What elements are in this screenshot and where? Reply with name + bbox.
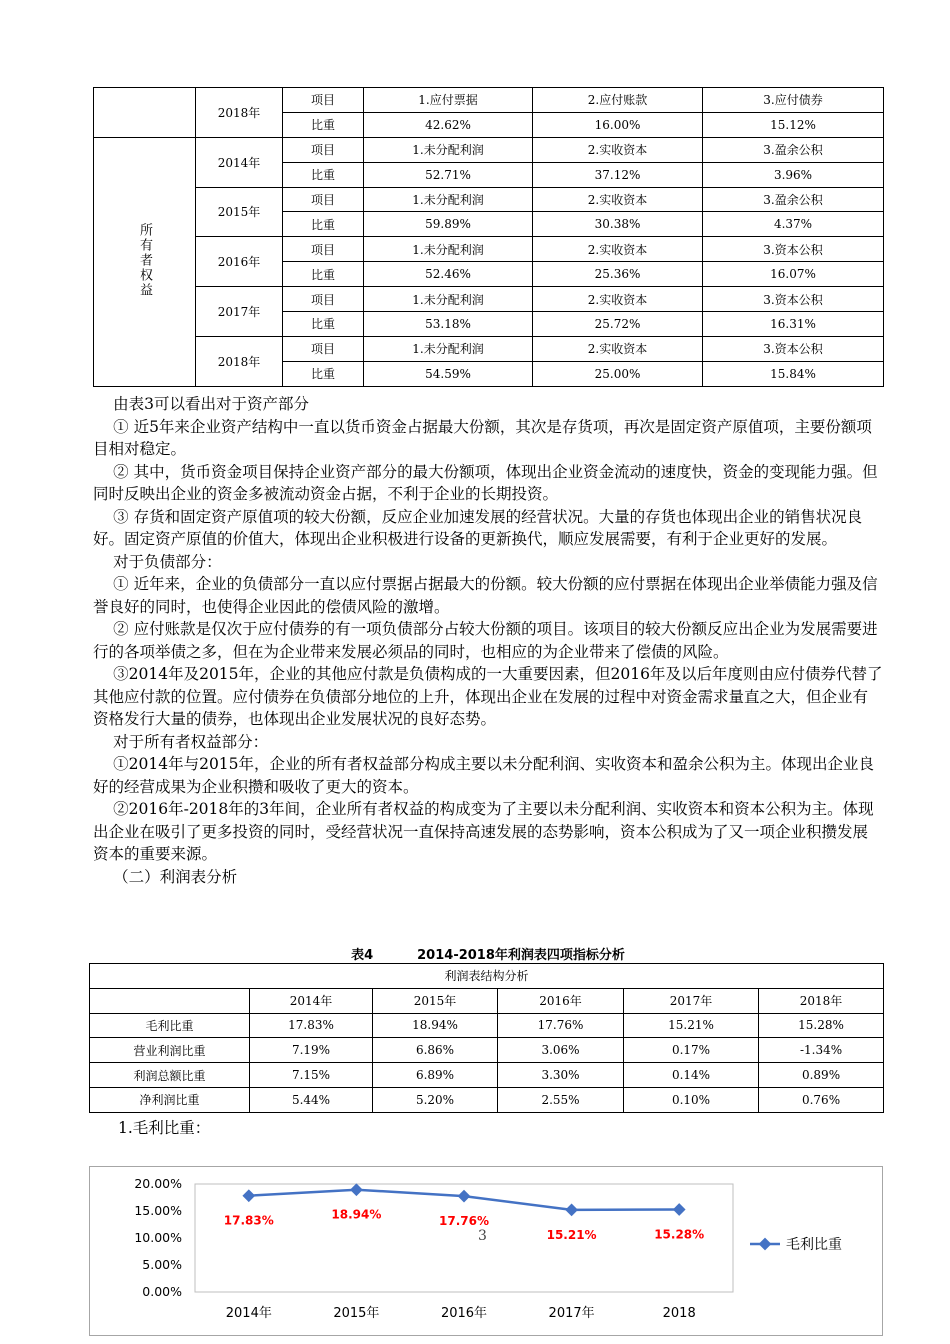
- header-cell: 2018年: [759, 988, 884, 1013]
- value-cell: 3.30%: [498, 1063, 624, 1088]
- paragraph: ③ 存货和固定资产原值项的较大份额，反应企业加速发展的经营状况。大量的存货也体现出企业的销售状况良好。固定资产原值的价值大，体现出企业积极进行设备的更新换代，顺应发展需要，有利于企业更好的发展。: [93, 507, 863, 548]
- table-row: [94, 137, 884, 162]
- year-cell: 2018年: [196, 88, 283, 138]
- item-label-cell: 项目: [283, 237, 364, 262]
- value-cell: 30.38%: [533, 212, 703, 237]
- value-cell: 15.21%: [624, 1013, 759, 1038]
- x-tick-label: 2017年: [548, 1306, 595, 1321]
- y-tick-label: 15.00%: [134, 1203, 182, 1218]
- table-row: [94, 336, 884, 361]
- table-row: [90, 1063, 884, 1088]
- value-cell: 5.44%: [250, 1087, 373, 1112]
- x-tick-label: 2014年: [225, 1306, 272, 1321]
- data-label: 18.94%: [331, 1207, 382, 1222]
- item-cell: 1.未分配利润: [364, 187, 533, 212]
- value-cell: 16.07%: [703, 262, 884, 287]
- section-heading: （二）利润表分析: [113, 867, 238, 886]
- paragraph: 对于所有者权益部分：: [113, 732, 269, 751]
- item-cell: 1.未分配利润: [364, 336, 533, 361]
- value-cell: 17.83%: [250, 1013, 373, 1038]
- item-label-cell: 项目: [283, 287, 364, 312]
- x-tick-label: 2016年: [440, 1306, 488, 1321]
- header-cell: 2015年: [373, 988, 498, 1013]
- item-cell: 1.未分配利润: [364, 237, 533, 262]
- value-cell: 18.94%: [373, 1013, 498, 1038]
- paragraph: ② 其中，货币资金项目保持企业资产部分的最大份额项，体现出企业资金流动的速度快，资金的变现能力强。但同时反映出企业的资金多被流动资金占据，不利于企业的长期投资。: [93, 462, 878, 503]
- row-label: 净利润比重: [90, 1087, 250, 1112]
- value-cell: 0.17%: [624, 1038, 759, 1063]
- item-cell: 3.应付债券: [703, 88, 884, 113]
- year-cell: 2015年: [196, 187, 283, 237]
- value-cell: 0.10%: [624, 1087, 759, 1112]
- ratio-label-cell: 比重: [283, 212, 364, 237]
- year-cell: 2017年: [196, 287, 283, 337]
- item-cell: 1.未分配利润: [364, 137, 533, 162]
- ratio-label-cell: 比重: [283, 361, 364, 386]
- table-title: 利润表结构分析: [90, 964, 884, 989]
- value-cell: 16.31%: [703, 312, 884, 337]
- caption-title: 2014-2018年利润表四项指标分析: [417, 948, 625, 963]
- table-4-caption: [93, 944, 883, 963]
- value-cell: 6.89%: [373, 1063, 498, 1088]
- table-row: [94, 187, 884, 212]
- year-cell: 2014年: [196, 137, 283, 187]
- value-cell: 52.46%: [364, 262, 533, 287]
- value-cell: 42.62%: [364, 112, 533, 137]
- item-cell: 1.未分配利润: [364, 287, 533, 312]
- value-cell: -1.34%: [759, 1038, 884, 1063]
- equity-category-cell: [94, 137, 196, 386]
- item-label-cell: 项目: [283, 187, 364, 212]
- legend-label: 毛利比重: [786, 1237, 842, 1253]
- row-label: 利润总额比重: [90, 1063, 250, 1088]
- value-cell: 17.76%: [498, 1013, 624, 1038]
- item-label-cell: 项目: [283, 336, 364, 361]
- data-point: [565, 1204, 578, 1217]
- value-cell: 25.72%: [533, 312, 703, 337]
- y-tick-label: 5.00%: [142, 1257, 182, 1272]
- header-cell: 2016年: [498, 988, 624, 1013]
- value-cell: 7.19%: [250, 1038, 373, 1063]
- data-label: 17.76%: [439, 1214, 489, 1229]
- paragraph: ③2014年及2015年，企业的其他应付款是负债构成的一大重要因素，但2016年及以后年度则由应付债券代替了其他应付款的位置。应付债券在负债部分地位的上升，体现出企业在发展的过程中对资金需求量直之大，但企业有资格发行大量的债券，也体现出企业发展状况的良好态势。: [93, 665, 883, 728]
- paragraph: ①2014年与2015年，企业的所有者权益部分构成主要以未分配利润、实收资本和盈余公积为主。体现出企业良好的经营成果为企业积攒和吸收了更大的资本。: [93, 755, 875, 796]
- y-tick-label: 20.00%: [134, 1176, 182, 1191]
- paragraph: 对于负债部分：: [113, 552, 222, 571]
- value-cell: 0.76%: [759, 1087, 884, 1112]
- ratio-label-cell: 比重: [283, 162, 364, 187]
- gross-margin-chart: [89, 1166, 883, 1336]
- value-cell: 3.96%: [703, 162, 884, 187]
- data-point: [673, 1203, 686, 1216]
- value-cell: 16.00%: [533, 112, 703, 137]
- item-label-cell: 项目: [283, 88, 364, 113]
- legend-marker: [759, 1238, 772, 1251]
- value-cell: 37.12%: [533, 162, 703, 187]
- data-label: 17.83%: [223, 1213, 274, 1228]
- item-cell: 2.实收资本: [533, 187, 703, 212]
- value-cell: 25.36%: [533, 262, 703, 287]
- data-label: 15.28%: [654, 1227, 705, 1242]
- value-cell: 59.89%: [364, 212, 533, 237]
- table-row: [94, 88, 884, 113]
- item-cell: 3.资本公积: [703, 336, 884, 361]
- value-cell: 15.28%: [759, 1013, 884, 1038]
- value-cell: 0.14%: [624, 1063, 759, 1088]
- item-cell: 2.应付账款: [533, 88, 703, 113]
- header-cell: 2014年: [250, 988, 373, 1013]
- item-cell: 2.实收资本: [533, 237, 703, 262]
- line-chart-svg: [90, 1167, 882, 1335]
- item-cell: 2.实收资本: [533, 336, 703, 361]
- value-cell: 5.20%: [373, 1087, 498, 1112]
- x-tick-label: 2018: [662, 1306, 696, 1321]
- data-label: 15.21%: [546, 1227, 597, 1242]
- analysis-text: [93, 393, 883, 888]
- header-cell: [90, 988, 250, 1013]
- ratio-label-cell: 比重: [283, 112, 364, 137]
- item-label-cell: 项目: [283, 137, 364, 162]
- value-cell: 15.12%: [703, 112, 884, 137]
- item-cell: 1.应付票据: [364, 88, 533, 113]
- item-cell: 2.实收资本: [533, 137, 703, 162]
- ratio-label-cell: 比重: [283, 312, 364, 337]
- table-row: [90, 1038, 884, 1063]
- equity-label: 所有者权益: [137, 222, 152, 298]
- value-cell: 7.15%: [250, 1063, 373, 1088]
- value-cell: 3.06%: [498, 1038, 624, 1063]
- item-cell: 3.盈余公积: [703, 137, 884, 162]
- row-label: 毛利比重: [90, 1013, 250, 1038]
- year-cell: 2016年: [196, 237, 283, 287]
- data-point: [350, 1183, 363, 1196]
- row-label: 营业利润比重: [90, 1038, 250, 1063]
- item-cell: 3.盈余公积: [703, 187, 884, 212]
- paragraph: ②2016年-2018年的3年间，企业所有者权益的构成变为了主要以未分配利润、实收资本和资本公积为主。体现出企业在吸引了更多投资的同时，受经营状况一直保持高速发展的态势影响，资本公积成为了又一项企业积攒发展资本的重要来源。: [93, 800, 874, 863]
- page-number: 3: [478, 1228, 487, 1244]
- item-cell: 2.实收资本: [533, 287, 703, 312]
- paragraph: ① 近年来，企业的负债部分一直以应付票据占据最大的份额。较大份额的应付票据在体现出企业举债能力强及信誉良好的同时，也使得企业因此的偿债风险的激增。: [93, 575, 878, 616]
- ratio-label-cell: 比重: [283, 262, 364, 287]
- table-row: [90, 1013, 884, 1038]
- paragraph: 由表3可以看出对于资产部分: [113, 395, 310, 413]
- data-point: [458, 1190, 471, 1203]
- value-cell: 15.84%: [703, 361, 884, 386]
- year-cell: 2018年: [196, 336, 283, 386]
- caption-number: 表4: [351, 948, 374, 963]
- paragraph: ① 近5年来企业资产结构中一直以货币资金占据最大份额，其次是存货项，再次是固定资产原值项，主要份额项目相对稳定。: [93, 417, 872, 458]
- section-1-heading: 1.毛利比重：: [118, 1119, 211, 1137]
- table-row: [94, 287, 884, 312]
- blank-cell: [94, 88, 196, 138]
- x-tick-label: 2015年: [333, 1306, 380, 1321]
- value-cell: 2.55%: [498, 1087, 624, 1112]
- value-cell: 6.86%: [373, 1038, 498, 1063]
- table-4: [89, 963, 884, 1113]
- y-tick-label: 0.00%: [142, 1284, 182, 1299]
- paragraph: ② 应付账款是仅次于应付债券的有一项负债部分占较大份额的项目。该项目的较大份额反应出企业为发展需要进行的各项举债之多，但在为企业带来发展必须品的同时，也相应的为企业带来了偿债的风险。: [93, 620, 878, 661]
- table-header-row: [90, 988, 884, 1013]
- value-cell: 25.00%: [533, 361, 703, 386]
- table-3: [93, 87, 884, 387]
- data-point: [242, 1189, 255, 1202]
- value-cell: 53.18%: [364, 312, 533, 337]
- value-cell: 0.89%: [759, 1063, 884, 1088]
- item-cell: 3.资本公积: [703, 237, 884, 262]
- header-cell: 2017年: [624, 988, 759, 1013]
- item-cell: 3.资本公积: [703, 287, 884, 312]
- table-row: [94, 237, 884, 262]
- table-row: [90, 1087, 884, 1112]
- value-cell: 54.59%: [364, 361, 533, 386]
- y-tick-label: 10.00%: [134, 1230, 182, 1245]
- value-cell: 52.71%: [364, 162, 533, 187]
- value-cell: 4.37%: [703, 212, 884, 237]
